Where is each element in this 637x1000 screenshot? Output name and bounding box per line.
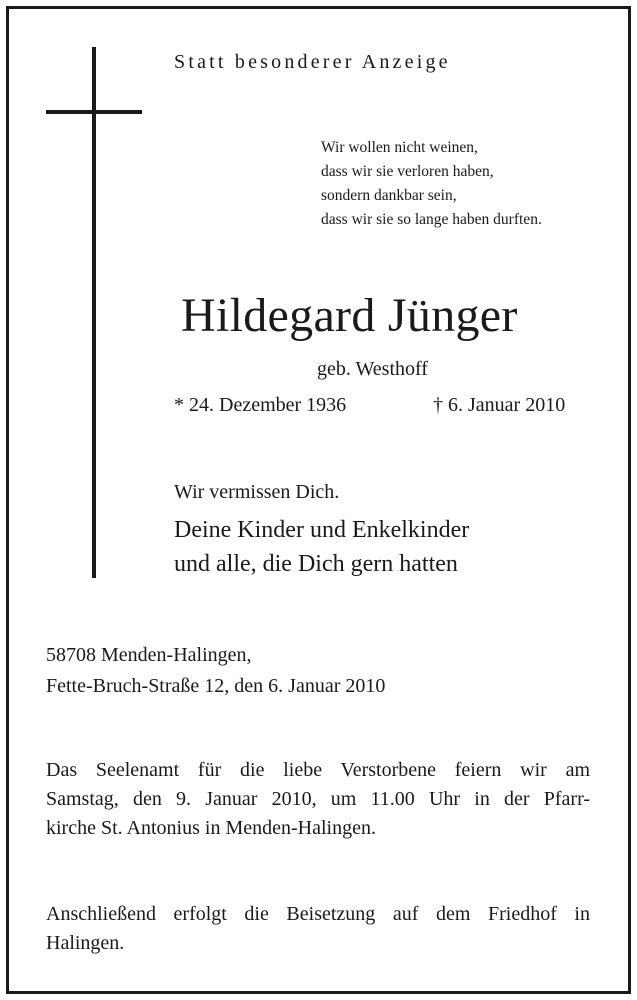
- mourners: [174, 513, 469, 581]
- death-date: † 6. Januar 2010: [433, 394, 566, 416]
- mourners-line: Deine Kinder und Enkelkinder: [174, 517, 470, 543]
- service-line: Samstag, den 9. Januar 2010, um 11.00 Uhr in der Pfarr-: [46, 788, 590, 810]
- mourners-line: und alle, die Dich gern hatten: [174, 551, 458, 577]
- burial-line: Anschließend erfolgt die Beisetzung auf dem Friedhof in: [46, 903, 590, 925]
- poem-line: dass wir sie verloren haben,: [321, 163, 494, 180]
- address-line: 58708 Menden-Halingen,: [46, 644, 252, 666]
- service-line: kirche St. Antonius in Menden-Halingen.: [46, 817, 376, 839]
- notice-heading: Statt besonderer Anzeige: [174, 51, 451, 73]
- poem-line: dass wir sie so lange haben durften.: [321, 211, 542, 228]
- service-line: Das Seelenamt für die liebe Verstorbene feiern wir am: [46, 759, 590, 781]
- burial-notice: [46, 900, 590, 958]
- birth-date: * 24. Dezember 1936: [174, 394, 347, 416]
- cross-vertical-beam: [92, 47, 96, 578]
- poem-line: Wir wollen nicht weinen,: [321, 139, 478, 156]
- miss-message: Wir vermissen Dich.: [174, 481, 340, 503]
- deceased-name: Hildegard Jünger: [181, 289, 518, 342]
- maiden-name: geb. Westhoff: [317, 358, 428, 380]
- poem: [321, 136, 542, 232]
- burial-line: Halingen.: [46, 932, 125, 954]
- address: [46, 640, 385, 702]
- address-line: Fette-Bruch-Straße 12, den 6. Januar 2010: [46, 675, 386, 697]
- service-notice: [46, 756, 590, 843]
- cross-horizontal-beam: [46, 110, 142, 114]
- poem-line: sondern dankbar sein,: [321, 187, 457, 204]
